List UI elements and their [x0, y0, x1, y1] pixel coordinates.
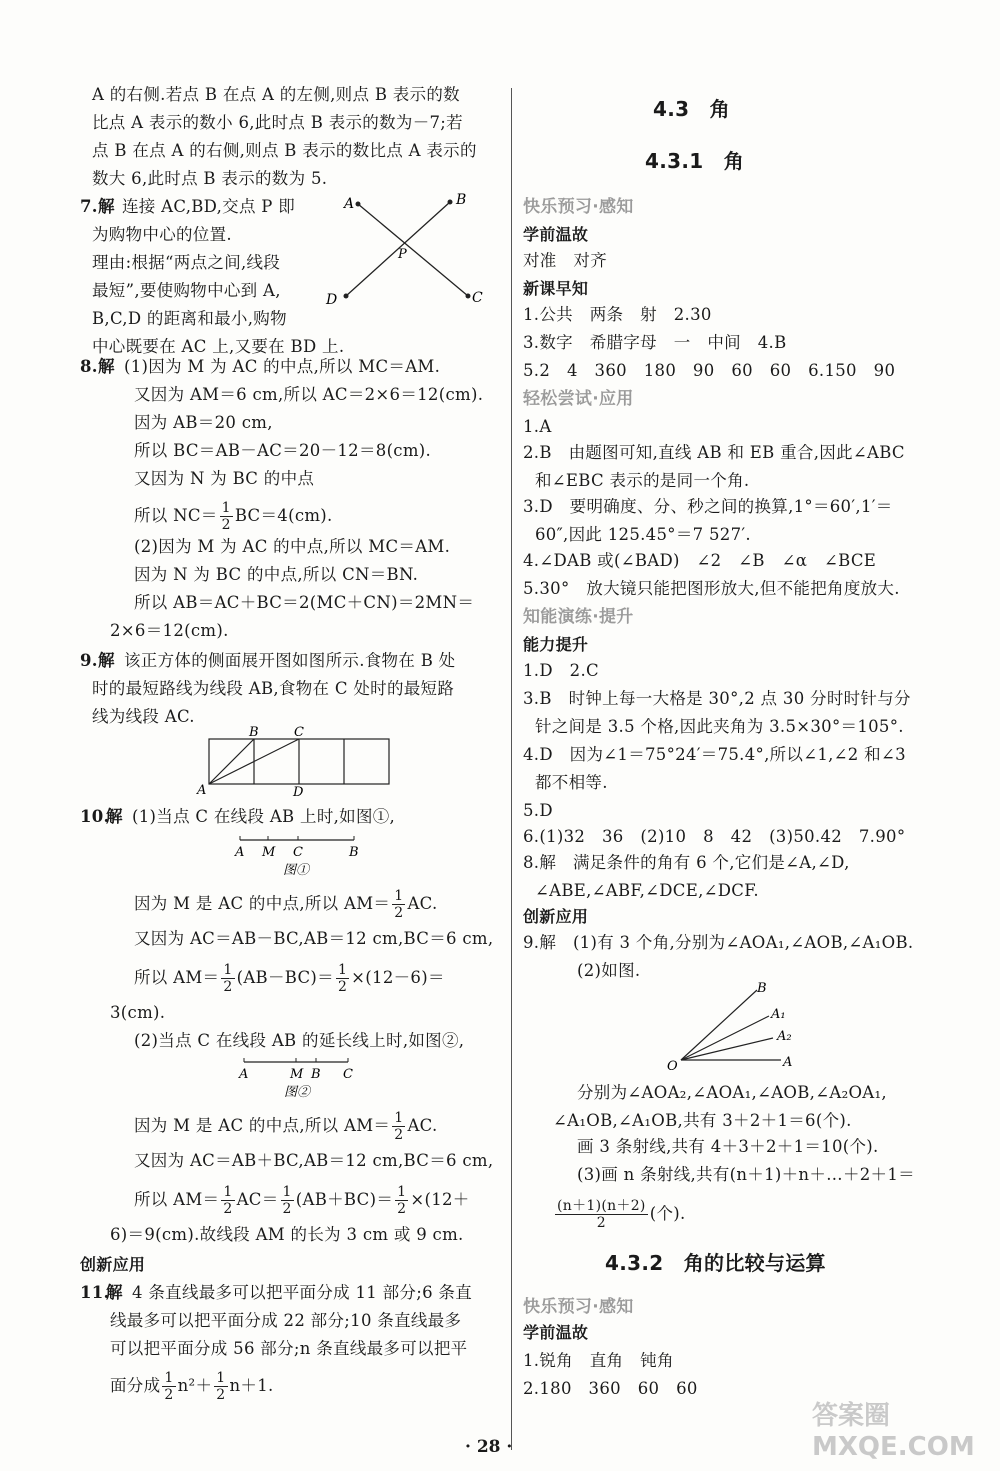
watermark: 答案圈 MXQE.COM	[812, 1401, 975, 1462]
section-title: 4.3 角	[653, 97, 730, 121]
text-segment: n＋1.	[229, 1376, 274, 1395]
text-segment: ×(12＋	[410, 1190, 470, 1209]
page-number: · 28 ·	[465, 1437, 513, 1457]
text-line: 4.∠DAB 或(∠BAD) ∠2 ∠B ∠α ∠BCE	[523, 551, 877, 570]
question-number: 7.	[80, 197, 98, 216]
text-line: 1.锐角 直角 钝角	[523, 1351, 674, 1370]
text-line: 2×6＝12(cm).	[110, 621, 229, 640]
fraction: $\frac{1}{2}$	[216, 1370, 226, 1403]
point-label: P	[398, 247, 407, 262]
text-line	[134, 962, 445, 995]
text-line: 3(cm).	[110, 1003, 166, 1022]
text-line: A 的右侧.若点 B 在点 A 的左侧,则点 B 表示的数	[92, 85, 460, 104]
text-line	[134, 888, 438, 921]
point-label: A	[197, 783, 207, 798]
point-label: B	[757, 981, 767, 996]
text-line: (3)画 n 条射线,共有(n＋1)＋n＋…＋2＋1＝	[577, 1165, 915, 1184]
text-line: 3.数字 希腊字母 一 中间 4.B	[523, 333, 787, 352]
text-line: 2.180 360 60 60	[523, 1379, 698, 1398]
fraction: $\frac{1}{2}$	[394, 888, 404, 921]
text-segment: n²＋	[177, 1376, 213, 1395]
text-segment: AC＝	[236, 1190, 279, 1209]
text-segment: AC.	[407, 894, 438, 913]
text-line: 对准 对齐	[523, 251, 607, 270]
section-heading: 快乐预习·感知	[523, 1297, 634, 1317]
text-line	[134, 1184, 470, 1217]
text-line: B,C,D 的距离和最小,购物	[92, 309, 287, 328]
text-line: (2)因为 M 为 AC 的中点,所以 MC＝AM.	[134, 537, 451, 556]
column-divider	[511, 88, 512, 1450]
question-number: 8.	[80, 357, 98, 376]
text-segment: BC＝4(cm).	[234, 506, 333, 525]
solution-label: 解	[106, 807, 123, 826]
text-line: 60″,因此 125.45°＝7 527′.	[535, 525, 751, 544]
point-label: A	[783, 1055, 793, 1070]
text-segment: 所以 AM＝	[134, 968, 220, 987]
section-subheading: 创新应用	[80, 1255, 146, 1274]
question-number: 11.	[80, 1283, 110, 1302]
point-label: O	[667, 1059, 678, 1074]
text-line: ∠ABE,∠ABF,∠DCE,∠DCF.	[535, 881, 759, 900]
text-line: 8.解 满足条件的角有 6 个,它们是∠A,∠D,	[523, 853, 850, 872]
text-line: 所以 BC＝AB－AC＝20－12＝8(cm).	[134, 441, 432, 460]
text-segment: (AB＋BC)＝	[295, 1190, 394, 1209]
point-label: M	[262, 845, 276, 860]
text-line	[134, 1110, 438, 1143]
text-segment: 面分成	[110, 1376, 161, 1395]
text-line: 又因为 N 为 BC 的中点	[134, 469, 315, 488]
text-line: (2)当点 C 在线段 AB 的延长线上时,如图②,	[134, 1031, 465, 1050]
subheading: 新课早知	[523, 279, 589, 298]
subsection-title: 4.3.2 角的比较与运算	[605, 1251, 826, 1275]
point-label: A	[235, 845, 245, 860]
subheading: 学前温故	[523, 1323, 589, 1342]
text-segment: 所以 NC＝	[134, 506, 218, 525]
text-line: 比点 A 表示的数小 6,此时点 B 表示的数为－7;若	[92, 113, 463, 132]
point-label: D	[326, 292, 338, 308]
text-segment: (AB－BC)＝	[236, 968, 334, 987]
point-label: A₁	[771, 1007, 786, 1022]
figure-caption: 图①	[283, 863, 310, 878]
text-line: (1)因为 M 为 AC 的中点,所以 MC＝AM.	[124, 357, 441, 376]
fraction: $\frac{1}{2}$	[223, 1184, 233, 1217]
solution-label: 解	[98, 197, 115, 216]
text-line: 9.解 (1)有 3 个角,分别为∠AOA₁,∠AOB,∠A₁OB.	[523, 933, 914, 952]
text-line: 针之间是 3.5 个格,因此夹角为 3.5×30°＝105°.	[535, 717, 904, 736]
q10-figure-1	[228, 832, 368, 878]
text-line: 4 条直线最多可以把平面分成 11 部分;6 条直	[132, 1283, 473, 1302]
text-segment: AC.	[407, 1116, 438, 1135]
text-line: 3.D 要明确度、分、秒之间的换算,1°＝60′,1′＝	[523, 497, 893, 516]
text-line: 又因为 AM＝6 cm,所以 AC＝2×6＝12(cm).	[134, 385, 484, 404]
section-heading: 知能演练·提升	[523, 607, 634, 627]
text-line: 5.30° 放大镜只能把图形放大,但不能把角度放大.	[523, 579, 900, 598]
text-line: 因为 N 为 BC 的中点,所以 CN＝BN.	[134, 565, 419, 584]
text-line: 2.B 由题图可知,直线 AB 和 EB 重合,因此∠ABC	[523, 443, 905, 462]
point-label: D	[293, 785, 304, 800]
text-line: 最短”,要使购物中心到 A,	[92, 281, 281, 300]
solution-label: 解	[106, 1283, 123, 1302]
text-line: 中心既要在 AC 上,又要在 BD 上.	[92, 337, 345, 356]
text-line: 因为 AB＝20 cm,	[134, 413, 273, 432]
text-line	[110, 1370, 274, 1403]
text-line: 该正方体的侧面展开图如图所示.食物在 B 处	[124, 651, 456, 670]
subheading: 创新应用	[523, 907, 589, 926]
fraction: $\frac{1}{2}$	[397, 1184, 407, 1217]
text-segment: (个).	[649, 1204, 686, 1223]
solution-label: 解	[98, 651, 115, 670]
point-label: B	[349, 845, 359, 860]
text-line: 和∠EBC 表示的是同一个角.	[535, 471, 750, 490]
text-line: 数大 6,此时点 B 表示的数为 5.	[92, 169, 328, 188]
text-line: 都不相等.	[535, 773, 608, 792]
text-line: 点 B 在点 A 的右侧,则点 B 表示的数比点 A 表示的	[92, 141, 477, 160]
fraction: $\frac{1}{2}$	[223, 962, 233, 995]
point-label: C	[294, 725, 304, 740]
text-segment: 所以 AM＝	[134, 1190, 220, 1209]
fraction: $\frac{1}{2}$	[221, 500, 231, 533]
point-label: M	[290, 1067, 304, 1082]
text-line: ∠A₁OB,∠A₁OB,共有 3＋2＋1＝6(个).	[553, 1111, 852, 1130]
text-line: 1.A	[523, 417, 552, 436]
q9-net-figure	[195, 725, 395, 800]
text-line: 5.2 4 360 180 90 60 60 6.150 90	[523, 361, 896, 380]
point-label: C	[293, 845, 303, 860]
question-number: 9.	[80, 651, 98, 670]
text-line: 4.D 因为∠1＝75°24′＝75.4°,所以∠1,∠2 和∠3	[523, 745, 906, 764]
section-heading: 轻松尝试·应用	[523, 389, 634, 409]
q9-rays-figure	[665, 982, 805, 1076]
text-segment: ×(12－6)＝	[351, 968, 445, 987]
point-label: A	[239, 1067, 249, 1082]
text-line: 时的最短路线为线段 AB,食物在 C 处时的最短路	[92, 679, 455, 698]
subheading: 能力提升	[523, 635, 589, 654]
point-label: B	[311, 1067, 321, 1082]
point-label: C	[343, 1067, 353, 1082]
text-line: 线最多可以把平面分成 22 部分;10 条直线最多	[110, 1311, 462, 1330]
subsection-title: 4.3.1 角	[645, 149, 745, 173]
point-label: B	[456, 192, 467, 208]
text-line: 6)＝9(cm).故线段 AM 的长为 3 cm 或 9 cm.	[110, 1225, 464, 1244]
point-label: A₂	[777, 1029, 792, 1044]
text-line: 又因为 AC＝AB－BC,AB＝12 cm,BC＝6 cm,	[134, 929, 494, 948]
text-line: 3.B 时钟上每一大格是 30°,2 点 30 分时时针与分	[523, 689, 911, 708]
subheading: 学前温故	[523, 225, 589, 244]
text-line: 1.D 2.C	[523, 661, 599, 680]
text-line: 连接 AC,BD,交点 P 即	[122, 197, 296, 216]
fraction: $\frac{1}{2}$	[394, 1110, 404, 1143]
text-segment: 因为 M 是 AC 的中点,所以 AM＝	[134, 1116, 391, 1135]
fraction: $\frac{(n+1)(n+2)}{2}$	[557, 1198, 646, 1231]
point-label: C	[472, 290, 483, 306]
section-heading: 快乐预习·感知	[523, 197, 634, 217]
text-line: 5.D	[523, 801, 553, 820]
text-line: (1)当点 C 在线段 AB 上时,如图①,	[132, 807, 396, 826]
figure-caption: 图②	[284, 1085, 311, 1100]
text-line: 可以把平面分成 56 部分;n 条直线最多可以把平	[110, 1339, 468, 1358]
fraction: $\frac{1}{2}$	[337, 962, 348, 995]
point-label: B	[249, 725, 259, 740]
text-line: 线为线段 AC.	[92, 707, 195, 726]
text-line: 所以 AB＝AC＋BC＝2(MC＋CN)＝2MN＝	[134, 593, 475, 612]
text-line: 为购物中心的位置.	[92, 225, 232, 244]
text-line: 6.(1)32 36 (2)10 8 42 (3)50.42 7.90°	[523, 827, 906, 846]
q10-figure-2	[232, 1054, 362, 1100]
text-line	[553, 1198, 686, 1231]
text-line: 1.公共 两条 射 2.30	[523, 305, 712, 324]
q7-cross-figure	[326, 190, 488, 310]
question-number: 10.	[80, 807, 110, 826]
text-line: 理由:根据“两点之间,线段	[92, 253, 281, 272]
fraction: $\frac{1}{2}$	[282, 1184, 292, 1217]
text-line: 又因为 AC＝AB＋BC,AB＝12 cm,BC＝6 cm,	[134, 1151, 494, 1170]
solution-label: 解	[98, 357, 115, 376]
text-line	[134, 500, 333, 533]
text-segment: 因为 M 是 AC 的中点,所以 AM＝	[134, 894, 391, 913]
text-line: (2)如图.	[577, 961, 641, 980]
text-line: 画 3 条射线,共有 4＋3＋2＋1＝10(个).	[577, 1137, 879, 1156]
fraction: $\frac{1}{2}$	[164, 1370, 174, 1403]
point-label: A	[344, 196, 355, 212]
text-line: 分别为∠AOA₂,∠AOA₁,∠AOB,∠A₂OA₁,	[577, 1083, 887, 1102]
